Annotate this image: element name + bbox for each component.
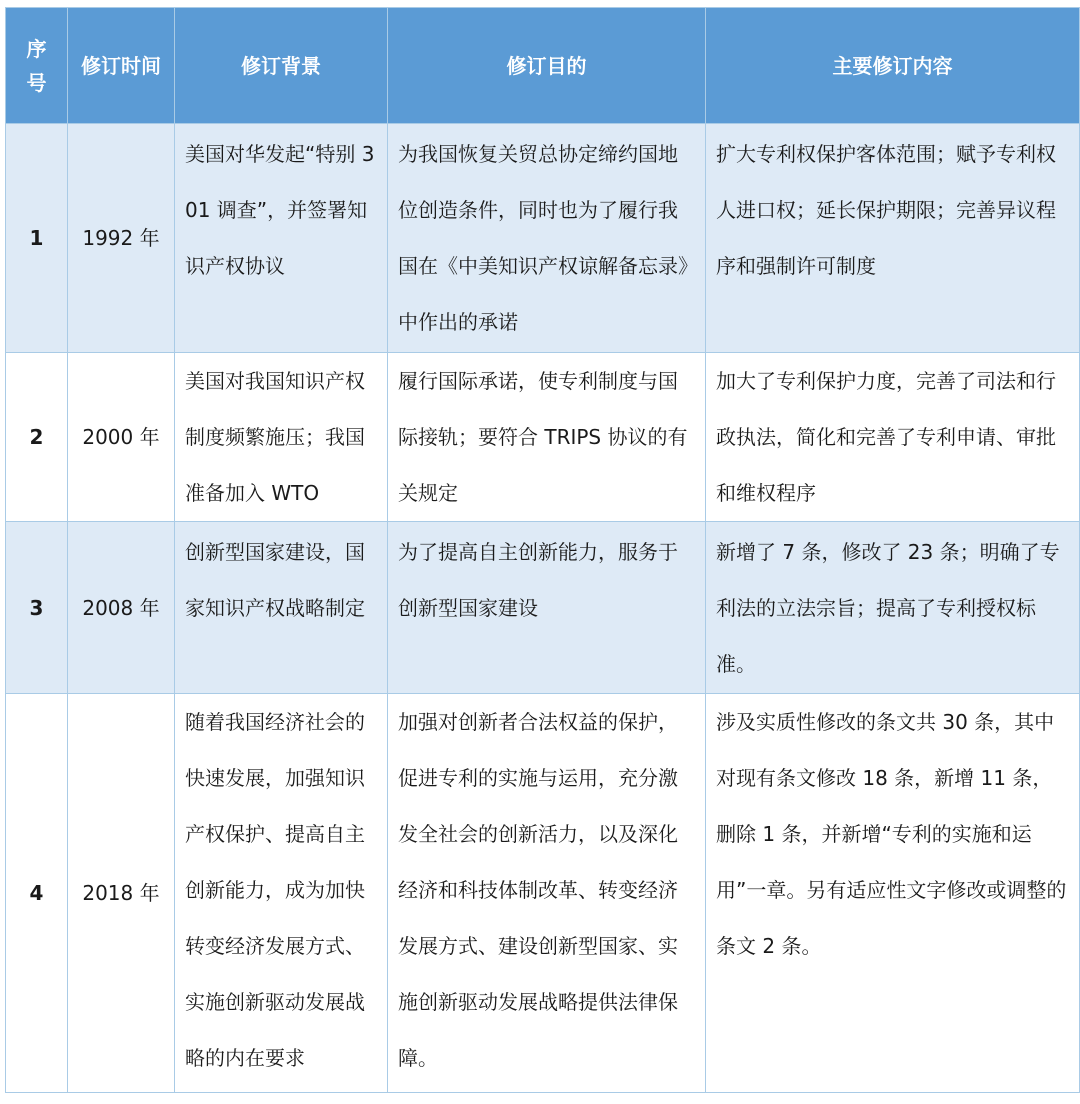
row-purpose: 为我国恢复关贸总协定缔约国地位创造条件，同时也为了履行我国在《中美知识产权谅解备忘录》中作出的承诺 bbox=[388, 124, 706, 353]
table-row bbox=[6, 694, 1080, 1093]
table-row bbox=[6, 353, 1080, 522]
header-purpose: 修订目的 bbox=[388, 8, 706, 124]
header-content: 主要修订内容 bbox=[706, 8, 1080, 124]
row-content: 涉及实质性修改的条文共 30 条，其中对现有条文修改 18 条，新增 11 条，删除 1 条，并新增“专利的实施和运用”一章。另有适应性文字修改或调整的条文 2 条。 bbox=[706, 694, 1080, 1093]
row-purpose: 履行国际承诺，使专利制度与国际接轨；要符合 TRIPS 协议的有关规定 bbox=[388, 353, 706, 522]
row-purpose: 加强对创新者合法权益的保护，促进专利的实施与运用，充分激发全社会的创新活力，以及深化经济和科技体制改革、转变经济发展方式、建设创新型国家、实施创新驱动发展战略提供法律保障。 bbox=[388, 694, 706, 1093]
row-seq: 1 bbox=[6, 124, 68, 353]
row-background: 美国对我国知识产权制度频繁施压；我国准备加入 WTO bbox=[175, 353, 388, 522]
row-year: 2000 年 bbox=[68, 353, 175, 522]
row-year: 1992 年 bbox=[68, 124, 175, 353]
row-background: 随着我国经济社会的快速发展，加强知识产权保护、提高自主创新能力，成为加快转变经济发展方式、实施创新驱动发展战略的内在要求 bbox=[175, 694, 388, 1093]
header-time: 修订时间 bbox=[68, 8, 175, 124]
row-seq: 4 bbox=[6, 694, 68, 1093]
row-purpose: 为了提高自主创新能力，服务于创新型国家建设 bbox=[388, 522, 706, 694]
header-seq: 序号 bbox=[6, 8, 68, 124]
table-row bbox=[6, 124, 1080, 353]
patent-revision-table bbox=[5, 7, 1080, 1093]
header-background: 修订背景 bbox=[175, 8, 388, 124]
row-content: 扩大专利权保护客体范围；赋予专利权人进口权；延长保护期限；完善异议程序和强制许可制度 bbox=[706, 124, 1080, 353]
row-content: 新增了 7 条，修改了 23 条；明确了专利法的立法宗旨；提高了专利授权标准。 bbox=[706, 522, 1080, 694]
table-header-row bbox=[6, 8, 1080, 124]
row-year: 2008 年 bbox=[68, 522, 175, 694]
row-content: 加大了专利保护力度，完善了司法和行政执法，简化和完善了专利申请、审批和维权程序 bbox=[706, 353, 1080, 522]
row-seq: 3 bbox=[6, 522, 68, 694]
row-year: 2018 年 bbox=[68, 694, 175, 1093]
table-row bbox=[6, 522, 1080, 694]
row-background: 创新型国家建设，国家知识产权战略制定 bbox=[175, 522, 388, 694]
row-seq: 2 bbox=[6, 353, 68, 522]
row-background: 美国对华发起“特别 301 调查”，并签署知识产权协议 bbox=[175, 124, 388, 353]
